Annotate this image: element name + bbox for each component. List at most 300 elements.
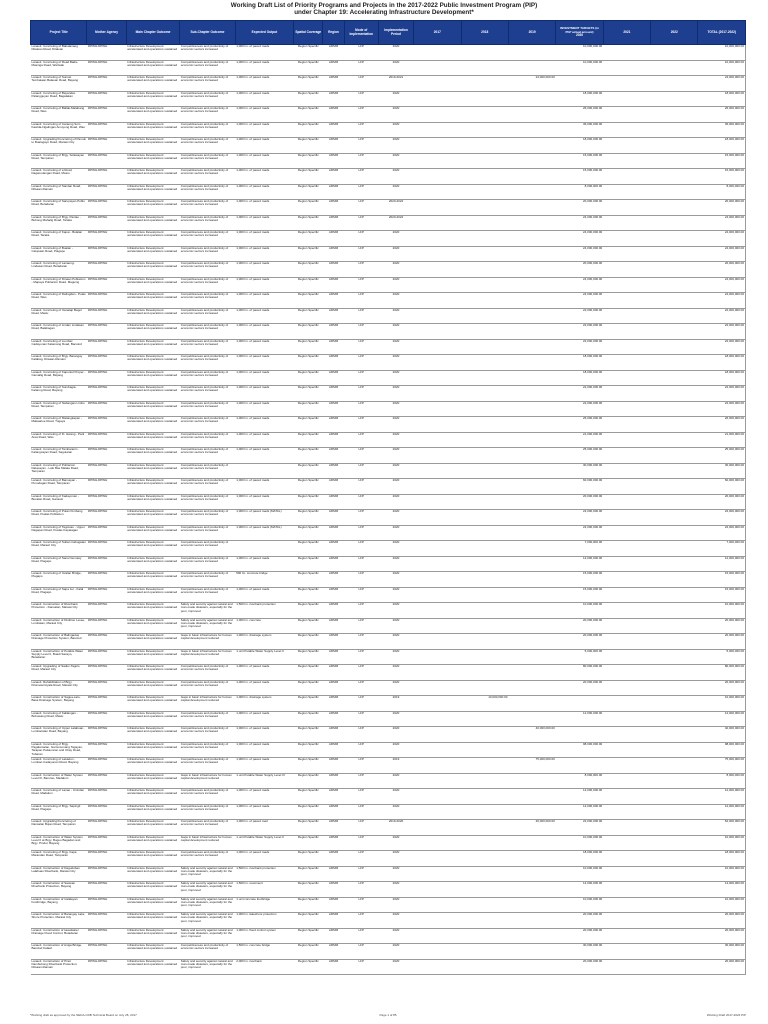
- amount-2022-cell: [651, 138, 698, 154]
- total-amount-cell: 12,000,000.00: [698, 789, 746, 805]
- amount-2022-cell: [651, 882, 698, 898]
- spatial-coverage-cell: Region Specific: [294, 897, 323, 913]
- mode-cell: LFP: [344, 339, 378, 355]
- spatial-coverage-cell: Region Specific: [294, 386, 323, 402]
- amount-2017-cell: [414, 541, 461, 557]
- amount-2019-cell: [508, 572, 555, 588]
- spatial-coverage-cell: Region Specific: [294, 184, 323, 200]
- mother-agency-cell: DPWH-DPWH: [87, 696, 126, 712]
- amount-2017-cell: [414, 138, 461, 154]
- total-amount-cell: 25,000,000.00: [698, 448, 746, 464]
- total-amount-cell: 30,000,000.00: [698, 463, 746, 479]
- amount-2017-cell: [414, 153, 461, 169]
- table-row: [31, 293, 746, 309]
- spatial-coverage-cell: Region Specific: [294, 60, 323, 76]
- mode-cell: LFP: [344, 959, 378, 975]
- period-cell: 2020: [378, 851, 413, 867]
- amount-2020-cell: 18,000,000.00: [556, 91, 603, 107]
- amount-2017-cell: [414, 76, 461, 92]
- spatial-coverage-cell: Region Specific: [294, 618, 323, 634]
- amount-2018-cell: [461, 293, 508, 309]
- spatial-coverage-cell: Region Specific: [294, 91, 323, 107]
- amount-2018-cell: [461, 463, 508, 479]
- spatial-coverage-cell: Region Specific: [294, 45, 323, 61]
- col-total: TOTAL (2017-2022): [698, 21, 746, 45]
- region-cell: ARMM: [323, 122, 344, 138]
- mode-cell: LFP: [344, 835, 378, 851]
- amount-2018-cell: [461, 789, 508, 805]
- amount-2017-cell: [414, 665, 461, 681]
- sub-outcome-cell: Gaps in basic infrastructure for human capital development reduced: [180, 696, 235, 712]
- mother-agency-cell: DPWH-DPWH: [87, 138, 126, 154]
- region-cell: ARMM: [323, 572, 344, 588]
- sub-outcome-cell: Competitiveness and productivity of economic sectors increased: [180, 215, 235, 231]
- mother-agency-cell: DPWH-DPWH: [87, 355, 126, 371]
- table-row: [31, 463, 746, 479]
- spatial-coverage-cell: Region Specific: [294, 76, 323, 92]
- amount-2022-cell: [651, 45, 698, 61]
- region-cell: ARMM: [323, 324, 344, 340]
- amount-2018-cell: [461, 510, 508, 526]
- project-title-cell: Lanao1: Construction of Potable Water Supply Level II, Buadi Sacayo, Butadaran: [31, 649, 87, 665]
- amount-2017-cell: [414, 649, 461, 665]
- mother-agency-cell: DPWH-DPWH: [87, 448, 126, 464]
- region-cell: ARMM: [323, 153, 344, 169]
- period-cell: 2020: [378, 308, 413, 324]
- spatial-coverage-cell: Region Specific: [294, 665, 323, 681]
- region-cell: ARMM: [323, 479, 344, 495]
- amount-2021-cell: [603, 634, 650, 650]
- project-title-cell: Lanao1: Concreting of Kadayonan - Bucalan Road, Ganassi: [31, 494, 87, 510]
- amount-2020-cell: 12,000,000.00: [556, 804, 603, 820]
- amount-2020-cell: 10,000,000.00: [556, 897, 603, 913]
- region-cell: ARMM: [323, 696, 344, 712]
- amount-2019-cell: [508, 200, 555, 216]
- mother-agency-cell: DPWH-DPWH: [87, 541, 126, 557]
- amount-2020-cell: 24,000,000.00: [556, 231, 603, 247]
- amount-2022-cell: [651, 928, 698, 944]
- amount-2022-cell: [651, 649, 698, 665]
- total-amount-cell: 80,000,000.00: [698, 665, 746, 681]
- amount-2021-cell: [603, 882, 650, 898]
- amount-2018-cell: [461, 541, 508, 557]
- mother-agency-cell: DPWH-DPWH: [87, 432, 126, 448]
- mother-agency-cell: DPWH-DPWH: [87, 556, 126, 572]
- amount-2020-cell: 24,000,000.00: [556, 215, 603, 231]
- spatial-coverage-cell: Region Specific: [294, 355, 323, 371]
- region-cell: ARMM: [323, 386, 344, 402]
- amount-2021-cell: [603, 572, 650, 588]
- amount-2017-cell: [414, 711, 461, 727]
- project-title-cell: Lanao1: Concreting of Kapuntul Proper-Camailig Road, Bayang: [31, 370, 87, 386]
- amount-2020-cell: 20,000,000.00: [556, 959, 603, 975]
- total-amount-cell: 22,000,000.00: [698, 339, 746, 355]
- spatial-coverage-cell: Region Specific: [294, 153, 323, 169]
- amount-2020-cell: 20,000,000.00: [556, 634, 603, 650]
- table-row: [31, 448, 746, 464]
- amount-2019-cell: [508, 913, 555, 929]
- table-row: [31, 231, 746, 247]
- amount-2017-cell: [414, 944, 461, 960]
- region-cell: ARMM: [323, 45, 344, 61]
- amount-2019-cell: 24,000,000.00: [508, 76, 555, 92]
- amount-2017-cell: [414, 556, 461, 572]
- amount-2022-cell: [651, 773, 698, 789]
- period-cell: 2020: [378, 835, 413, 851]
- table-row: [31, 634, 746, 650]
- amount-2020-cell: 22,000,000.00: [556, 308, 603, 324]
- amount-2021-cell: [603, 944, 650, 960]
- project-title-cell: Lanao1: Concreting of Sandan Road, Ditsaan-Ramain: [31, 184, 87, 200]
- expected-output-cell: 1,000 lm. of paved roads: [235, 169, 293, 185]
- total-amount-cell: 22,000,000.00: [698, 401, 746, 417]
- main-outcome-cell: Infrastructure Development accelerated and operations sustained: [126, 587, 179, 603]
- region-cell: ARMM: [323, 169, 344, 185]
- amount-2022-cell: [651, 603, 698, 619]
- total-amount-cell: 24,000,000.00: [698, 293, 746, 309]
- sub-outcome-cell: Safety and security against natural and man-made disasters, especially for the poor, improved: [180, 618, 235, 634]
- spatial-coverage-cell: Region Specific: [294, 866, 323, 882]
- mother-agency-cell: DPWH-DPWH: [87, 944, 126, 960]
- mother-agency-cell: DPWH-DPWH: [87, 851, 126, 867]
- mother-agency-cell: DPWH-DPWH: [87, 308, 126, 324]
- amount-2022-cell: [651, 246, 698, 262]
- amount-2020-cell: 36,000,000.00: [556, 122, 603, 138]
- amount-2022-cell: [651, 866, 698, 882]
- mode-cell: LFP: [344, 308, 378, 324]
- total-amount-cell: 20,000,000.00: [698, 680, 746, 696]
- project-title-cell: Lanao1: Concreting of Brgy. Pantao - Bubong Mahalig Road, Taraka: [31, 215, 87, 231]
- spatial-coverage-cell: Region Specific: [294, 773, 323, 789]
- total-amount-cell: 22,000,000.00: [698, 386, 746, 402]
- region-cell: ARMM: [323, 91, 344, 107]
- sub-outcome-cell: Competitiveness and productivity of economic sectors increased: [180, 742, 235, 758]
- region-cell: ARMM: [323, 742, 344, 758]
- col-2018: 2018: [461, 21, 508, 45]
- expected-output-cell: 1,000 lm. of paved roads: [235, 215, 293, 231]
- total-amount-cell: 18,000,000.00: [698, 138, 746, 154]
- amount-2022-cell: [651, 76, 698, 92]
- period-cell: 2020: [378, 587, 413, 603]
- mother-agency-cell: DPWH-DPWH: [87, 401, 126, 417]
- main-outcome-cell: Infrastructure Development accelerated and operations sustained: [126, 835, 179, 851]
- sub-outcome-cell: Competitiveness and productivity of economic sectors increased: [180, 107, 235, 123]
- mode-cell: LFP: [344, 696, 378, 712]
- project-title-cell: Lanao1: Concreting of Sacol Gumasy Road, Piagapo: [31, 556, 87, 572]
- amount-2017-cell: [414, 618, 461, 634]
- period-cell: 2020: [378, 386, 413, 402]
- amount-2022-cell: [651, 913, 698, 929]
- sub-outcome-cell: Competitiveness and productivity of economic sectors increased: [180, 153, 235, 169]
- amount-2022-cell: [651, 525, 698, 541]
- amount-2017-cell: [414, 262, 461, 278]
- amount-2017-cell: [414, 308, 461, 324]
- amount-2022-cell: [651, 448, 698, 464]
- table-row: [31, 944, 746, 960]
- region-cell: ARMM: [323, 835, 344, 851]
- spatial-coverage-cell: Region Specific: [294, 401, 323, 417]
- total-amount-cell: 22,000,000.00: [698, 525, 746, 541]
- amount-2021-cell: [603, 928, 650, 944]
- expected-output-cell: 1,500 lm. concrete bridge: [235, 944, 293, 960]
- amount-2021-cell: [603, 665, 650, 681]
- sub-outcome-cell: Gaps in basic infrastructure for human capital development reduced: [180, 773, 235, 789]
- mode-cell: LFP: [344, 897, 378, 913]
- period-cell: 2020: [378, 711, 413, 727]
- amount-2020-cell: 18,000,000.00: [556, 138, 603, 154]
- project-title-cell: Lanao1: Concreting of Tagoloan - Upper Dagapan Road, Pualas Kapatagan: [31, 525, 87, 541]
- project-title-cell: Lanao1: Concreting of Bualan - Calupaan Road, Piagapo: [31, 246, 87, 262]
- project-title-cell: Lanao1: Upgrading/Concreting of Dansalan Bujan Road, Tamparan: [31, 820, 87, 836]
- amount-2020-cell: 12,000,000.00: [556, 789, 603, 805]
- mother-agency-cell: DPWH-DPWH: [87, 525, 126, 541]
- amount-2019-cell: [508, 665, 555, 681]
- spatial-coverage-cell: Region Specific: [294, 122, 323, 138]
- amount-2020-cell: 30,000,000.00: [556, 463, 603, 479]
- amount-2018-cell: [461, 820, 508, 836]
- amount-2021-cell: [603, 293, 650, 309]
- mode-cell: LFP: [344, 556, 378, 572]
- amount-2021-cell: [603, 649, 650, 665]
- mode-cell: LFP: [344, 463, 378, 479]
- amount-2018-cell: [461, 45, 508, 61]
- amount-2022-cell: [651, 758, 698, 774]
- period-cell: 2020: [378, 339, 413, 355]
- total-amount-cell: 10,000,000.00: [698, 835, 746, 851]
- table-row: [31, 432, 746, 448]
- region-cell: ARMM: [323, 603, 344, 619]
- amount-2018-cell: [461, 928, 508, 944]
- expected-output-cell: 1 unit Potable Water Supply Level III: [235, 773, 293, 789]
- project-title-cell: Lanao1: Construction of Daguduban Lalabuan Riverbank, Marawi City: [31, 866, 87, 882]
- amount-2020-cell: 15,000,000.00: [556, 169, 603, 185]
- amount-2018-cell: [461, 634, 508, 650]
- table-row: [31, 417, 746, 433]
- mother-agency-cell: DPWH-DPWH: [87, 959, 126, 975]
- pip-table: [30, 20, 746, 975]
- amount-2020-cell: 22,000,000.00: [556, 525, 603, 541]
- mother-agency-cell: DPWH-DPWH: [87, 680, 126, 696]
- mode-cell: LFP: [344, 138, 378, 154]
- sub-outcome-cell: Safety and security against natural and man-made disasters, especially for the poor, improved: [180, 882, 235, 898]
- amount-2021-cell: [603, 200, 650, 216]
- mother-agency-cell: DPWH-DPWH: [87, 866, 126, 882]
- mode-cell: LFP: [344, 293, 378, 309]
- amount-2019-cell: [508, 355, 555, 371]
- period-cell: 2020: [378, 959, 413, 975]
- amount-2022-cell: [651, 510, 698, 526]
- amount-2022-cell: [651, 355, 698, 371]
- amount-2020-cell: 22,000,000.00: [556, 401, 603, 417]
- total-amount-cell: 36,000,000.00: [698, 122, 746, 138]
- table-row: [31, 370, 746, 386]
- period-cell: 2020: [378, 618, 413, 634]
- mode-cell: LFP: [344, 231, 378, 247]
- project-title-cell: Lanao1: Concreting of Ucalan Bridge, Piagapo: [31, 572, 87, 588]
- amount-2020-cell: 15,000,000.00: [556, 572, 603, 588]
- amount-2021-cell: [603, 758, 650, 774]
- period-cell: 2020: [378, 882, 413, 898]
- spatial-coverage-cell: Region Specific: [294, 107, 323, 123]
- amount-2017-cell: [414, 587, 461, 603]
- project-title-cell: Lanao1: Construction of Aniga Bridge, Bacolod Kalawi: [31, 944, 87, 960]
- project-title-cell: Lanao1: Construction of Sagua-Lalo-Basa Drainage System, Bayang: [31, 696, 87, 712]
- expected-output-cell: 1,000 lm. of paved roads: [235, 184, 293, 200]
- expected-output-cell: 1,000 lm. of paved roads: [235, 60, 293, 76]
- amount-2018-cell: [461, 324, 508, 340]
- spatial-coverage-cell: Region Specific: [294, 463, 323, 479]
- amount-2021-cell: [603, 603, 650, 619]
- project-title-cell: Lanao1: Concreting of Upper Lalabuan-Lumbacatan Road, Bayang: [31, 727, 87, 743]
- main-outcome-cell: Infrastructure Development accelerated and operations sustained: [126, 882, 179, 898]
- mother-agency-cell: DPWH-DPWH: [87, 634, 126, 650]
- main-outcome-cell: Infrastructure Development accelerated and operations sustained: [126, 804, 179, 820]
- period-cell: 2020: [378, 789, 413, 805]
- period-cell: 2020: [378, 897, 413, 913]
- amount-2020-cell: 12,000,000.00: [556, 711, 603, 727]
- sub-outcome-cell: Competitiveness and productivity of economic sectors increased: [180, 541, 235, 557]
- amount-2018-cell: [461, 386, 508, 402]
- amount-2017-cell: [414, 463, 461, 479]
- sub-outcome-cell: Competitiveness and productivity of economic sectors increased: [180, 60, 235, 76]
- amount-2018-cell: [461, 851, 508, 867]
- region-cell: ARMM: [323, 928, 344, 944]
- expected-output-cell: 1,000 lm. of paved roads: [235, 153, 293, 169]
- amount-2022-cell: [651, 91, 698, 107]
- project-title-cell: Lanao1: Concreting of Ballak-Malabang Road, Wao: [31, 107, 87, 123]
- region-cell: ARMM: [323, 680, 344, 696]
- mother-agency-cell: DPWH-DPWH: [87, 665, 126, 681]
- amount-2018-cell: [461, 959, 508, 975]
- main-outcome-cell: Infrastructure Development accelerated and operations sustained: [126, 742, 179, 758]
- expected-output-cell: 1,000 lm. of paved roads: [235, 262, 293, 278]
- total-amount-cell: 22,000,000.00: [698, 510, 746, 526]
- amount-2017-cell: [414, 184, 461, 200]
- total-amount-cell: 10,000,000.00: [698, 60, 746, 76]
- region-cell: ARMM: [323, 882, 344, 898]
- amount-2019-cell: [508, 494, 555, 510]
- amount-2017-cell: [414, 448, 461, 464]
- amount-2020-cell: 18,000,000.00: [556, 355, 603, 371]
- mode-cell: LFP: [344, 76, 378, 92]
- mode-cell: LFP: [344, 355, 378, 371]
- table-row: [31, 727, 746, 743]
- mode-cell: LFP: [344, 122, 378, 138]
- project-title-cell: Lanao1: Construction of Barangay Lake Shore Protection, Marawi City: [31, 913, 87, 929]
- amount-2019-cell: [508, 773, 555, 789]
- amount-2020-cell: 18,000,000.00: [556, 370, 603, 386]
- amount-2017-cell: [414, 417, 461, 433]
- total-amount-cell: 24,000,000.00: [698, 231, 746, 247]
- table-row: [31, 820, 746, 836]
- amount-2018-cell: [461, 246, 508, 262]
- amount-2017-cell: [414, 773, 461, 789]
- amount-2020-cell: 8,000,000.00: [556, 773, 603, 789]
- mode-cell: LFP: [344, 525, 378, 541]
- main-outcome-cell: Infrastructure Development accelerated and operations sustained: [126, 479, 179, 495]
- amount-2017-cell: [414, 45, 461, 61]
- expected-output-cell: 1,000 lm. of paved roads: [235, 851, 293, 867]
- amount-2017-cell: [414, 401, 461, 417]
- amount-2022-cell: [651, 339, 698, 355]
- main-outcome-cell: Infrastructure Development accelerated and operations sustained: [126, 572, 179, 588]
- period-cell: 2020: [378, 107, 413, 123]
- mode-cell: LFP: [344, 200, 378, 216]
- mode-cell: LFP: [344, 386, 378, 402]
- spatial-coverage-cell: Region Specific: [294, 851, 323, 867]
- amount-2018-cell: [461, 649, 508, 665]
- amount-2019-cell: [508, 107, 555, 123]
- mother-agency-cell: DPWH-DPWH: [87, 897, 126, 913]
- period-cell: 2020: [378, 742, 413, 758]
- mother-agency-cell: DPWH-DPWH: [87, 463, 126, 479]
- expected-output-cell: 1,000 lm. of paved roads (MATAL): [235, 525, 293, 541]
- amount-2019-cell: [508, 91, 555, 107]
- amount-2017-cell: [414, 603, 461, 619]
- amount-2022-cell: [651, 556, 698, 572]
- table-row: [31, 45, 746, 61]
- total-amount-cell: 15,000,000.00: [698, 587, 746, 603]
- mother-agency-cell: DPWH-DPWH: [87, 107, 126, 123]
- table-row: [31, 696, 746, 712]
- sub-outcome-cell: Competitiveness and productivity of economic sectors increased: [180, 463, 235, 479]
- project-title-cell: Lanao1: Concreting of Tambaranin - Kalangcayan Road, Saguiaran: [31, 448, 87, 464]
- amount-2019-cell: [508, 603, 555, 619]
- table-row: [31, 355, 746, 371]
- expected-output-cell: 1,000 lm. lakeshore protection: [235, 913, 293, 929]
- amount-2021-cell: [603, 789, 650, 805]
- region-cell: ARMM: [323, 60, 344, 76]
- amount-2018-cell: [461, 944, 508, 960]
- spatial-coverage-cell: Region Specific: [294, 324, 323, 340]
- period-cell: 2020: [378, 603, 413, 619]
- project-title-cell: Lanao1: Concreting of Fl. Hwang - Park Area Road, Wao: [31, 432, 87, 448]
- project-title-cell: Lanao1: Concreting of Matangkapan - Makaarioe Road, Tugaya: [31, 417, 87, 433]
- amount-2019-cell: [508, 401, 555, 417]
- spatial-coverage-cell: Region Specific: [294, 649, 323, 665]
- project-title-cell: Lanao1: Construction of Calalayan Footbridge, Bayang: [31, 897, 87, 913]
- investment-targets-label: INVESTMENT TARGETS (in PhP actual amount): [560, 26, 599, 34]
- mode-cell: LFP: [344, 618, 378, 634]
- table-row: [31, 541, 746, 557]
- period-cell: 2020: [378, 122, 413, 138]
- amount-2019-cell: [508, 386, 555, 402]
- sub-outcome-cell: Safety and security against natural and man-made disasters, especially for the poor, improved: [180, 913, 235, 929]
- sub-outcome-cell: Competitiveness and productivity of economic sectors increased: [180, 246, 235, 262]
- main-outcome-cell: Infrastructure Development accelerated and operations sustained: [126, 789, 179, 805]
- sub-outcome-cell: Competitiveness and productivity of economic sectors increased: [180, 448, 235, 464]
- period-cell: 2020: [378, 866, 413, 882]
- amount-2021-cell: [603, 355, 650, 371]
- mode-cell: LFP: [344, 448, 378, 464]
- main-outcome-cell: Infrastructure Development accelerated and operations sustained: [126, 711, 179, 727]
- amount-2021-cell: [603, 835, 650, 851]
- period-cell: 2020: [378, 944, 413, 960]
- sub-outcome-cell: Competitiveness and productivity of economic sectors increased: [180, 169, 235, 185]
- region-cell: ARMM: [323, 448, 344, 464]
- mode-cell: LFP: [344, 510, 378, 526]
- expected-output-cell: 1,000 lm. of paved roads: [235, 138, 293, 154]
- region-cell: ARMM: [323, 618, 344, 634]
- main-outcome-cell: Infrastructure Development accelerated and operations sustained: [126, 634, 179, 650]
- region-cell: ARMM: [323, 649, 344, 665]
- spatial-coverage-cell: Region Specific: [294, 479, 323, 495]
- amount-2020-cell: 60,000,000.00: [556, 479, 603, 495]
- amount-2020-cell: 5,000,000.00: [556, 649, 603, 665]
- sub-outcome-cell: Competitiveness and productivity of economic sectors increased: [180, 789, 235, 805]
- region-cell: ARMM: [323, 634, 344, 650]
- table-row: [31, 742, 746, 758]
